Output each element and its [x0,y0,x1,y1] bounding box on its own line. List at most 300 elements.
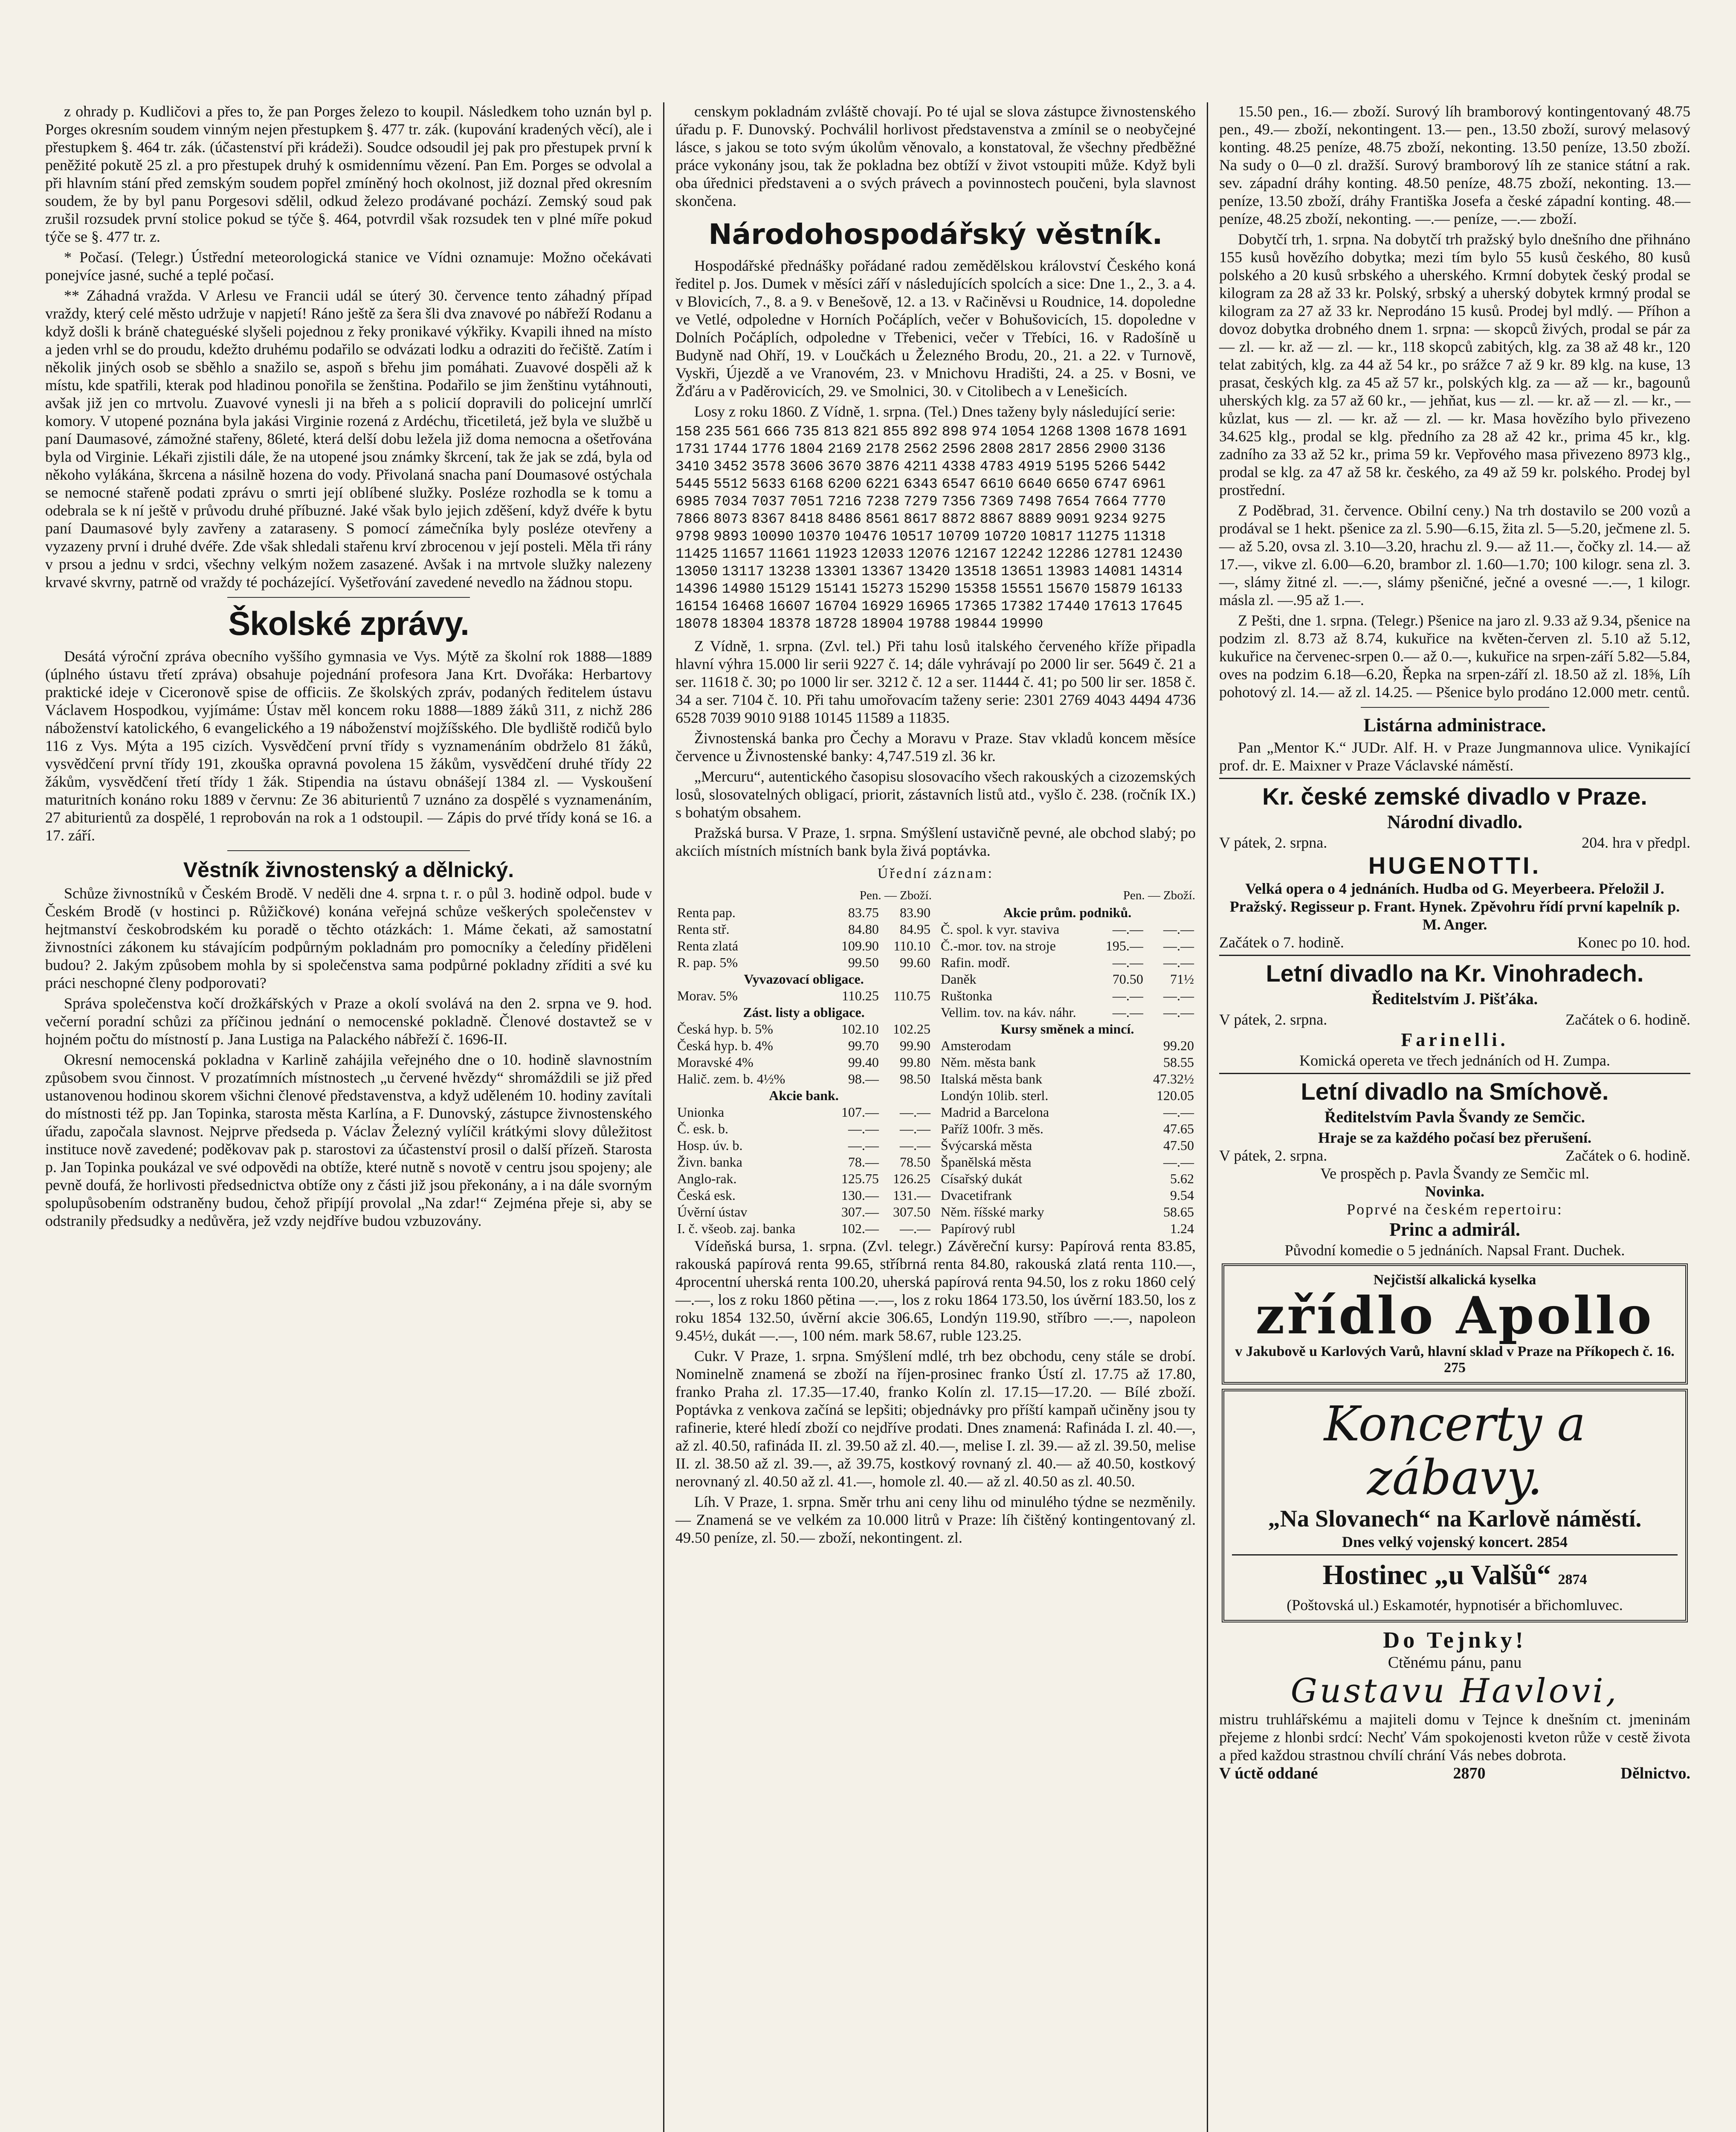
lottery-number: 561 [734,424,760,440]
quote-row [939,1054,1196,1071]
quote-value: 109.90 [841,938,879,953]
quote-section: Zást. listy a obligace. [743,1005,865,1020]
lottery-number: 4919 [1017,459,1052,475]
quote-value: —.— [848,1121,879,1136]
lottery-number: 11661 [768,546,811,562]
theatre-end: Konec po 10. hod. [1577,934,1690,951]
quote-value: 47.65 [1163,1121,1194,1136]
lottery-number: 158 [675,424,701,440]
quote-name: Česká hyp. b. 5% [677,1021,773,1037]
lottery-number: 15879 [1094,581,1136,597]
lottery-number: 7498 [1017,494,1052,510]
quote-value [1098,1121,1145,1137]
lottery-number: 13420 [908,564,951,579]
theatre-title: Letní divadlo na Smíchově. [1301,1078,1609,1105]
lottery-number: 1308 [1077,424,1111,440]
quote-row [939,971,1196,988]
lottery-number: 18378 [768,616,811,632]
lottery-number: 1744 [713,441,748,457]
lottery-number: 2856 [1056,441,1090,457]
lottery-number: 17645 [1140,599,1183,614]
theatre-start: Začátek o 6. hodině. [1565,1011,1690,1028]
lottery-number: 10709 [937,529,980,545]
theatre-date: V pátek, 2. srpna. [1219,834,1327,851]
quote-row [675,1137,932,1154]
quote-row [675,1170,932,1187]
lottery-number: 15358 [954,581,997,597]
lottery-number: 8561 [866,511,900,527]
theatre-subtitle: Národní divadlo. [1387,811,1523,832]
quote-name: Morav. 5% [677,988,738,1003]
lottery-number: 11275 [1077,529,1119,545]
lottery-number: 17440 [1047,599,1090,614]
quote-row [939,1204,1196,1220]
quote-value: 99.90 [900,1038,930,1053]
greet-sign-right: Dělnictvo. [1620,1764,1690,1782]
lottery-number: 6168 [789,476,823,492]
theatre-desc: Komická opereta ve třech jednáních od H. Zumpa. [1299,1052,1610,1069]
lottery-number: 1776 [751,441,785,457]
quote-value [1098,1104,1145,1121]
quote-row [675,1021,932,1037]
quote-name: Španělská města [941,1154,1032,1170]
lottery-number: 13367 [861,564,904,579]
lottery-number: 8367 [751,511,785,527]
quote-value: 131.— [893,1188,930,1203]
quote-name: Švýcarská města [941,1138,1032,1153]
quote-value: 102.25 [893,1021,930,1037]
quote-name: Renta stř. [677,921,730,937]
article-porges: z ohrady p. Kudličovi a přes to, že pan Porges železo to koupil. Následkem toho uznán byl p. Porges okresním soudem vinným nejen přestupkem §. 477 tr. zák. (kupování kradených věcí), ale i přestupkem §. 464 tr. zák. (účastenství při krádeži). Soudce odsoudil jej pak pro přestupek první k peněžité pokutě 25 zl. a pro přestupek druhý k osmidennímu vězení. Pan Em. Porges se odvolal a při hlavním stání před zemským soudem popřel zmíněný hoch okolnost, již doznal před okresním soudem, že by byl panu Porgesovi sdělil, odkud železo prodávané pochází. Zemský soud pak zrušil rozsudek první stolice pokud se týče §. 464, potvrdil však rozsudek ten v plné míře pokud týče se §. 477 tr. z. [45,103,652,245]
article-mercur: „Mercuru“, autentického časopisu slosovacího všech rakouských a cizozemských losů, slosovatelných obligací, priorit, zástavních listů atd., vyšlo č. 238. (ročník IX.) s bohatým obsahem. [675,768,1196,821]
quote-row [939,1137,1196,1154]
quote-value: 99.20 [1163,1038,1194,1053]
theatre-play: Farinelli. [1401,1029,1509,1050]
quote-value: 99.80 [900,1054,930,1070]
quote-name: Halič. zem. b. 4½% [677,1071,785,1086]
theatre-subtitle: Ředitelstvím J. Pišťáka. [1371,990,1538,1008]
quote-row [939,921,1196,938]
quote-name: Unionka [677,1104,725,1120]
lottery-number: 892 [912,424,938,440]
lottery-number: 16154 [675,599,718,614]
quote-value: —.— [1163,1104,1194,1120]
lottery-number: 13050 [675,564,718,579]
lottery-number: 9234 [1094,511,1128,527]
heading-admin-mail: Listárna administrace. [1363,715,1546,736]
lottery-number: 666 [764,424,790,440]
quote-row [939,1021,1196,1037]
quote-value: 83.90 [900,905,930,920]
lottery-number: 15670 [1047,581,1090,597]
article-gymnasium-report: Desátá výroční zpráva obecního vyššího gymnasia ve Vys. Mýtě za školní rok 1888—1889 (úplného ústavu třetí zpráva) obsahuje pojednání profesora Jana Krt. Dvořáka: Herbartovy praktické ideje v Ciceronově spise de officiis. Ze školských zpráv, podaných ředitelem ústavu Václavem Hospodkou, vyjímáme: Ústav měl koncem roku 1888—1889 žáků 311, z nichž 286 náboženství katolického, 6 evangelického a 19 náboženství mojžíšského. Dle bydliště rodičů bylo 116 z Vys. Mýta a 195 cizích. Vysvědčení první třídy s vyznamenáním obdrželo 81 žáků, vysvědčení první třídy 191, zkouška opravná povolena 15 žákům, vysvědčení druhé třídy 22 žákům, vysvědčení třetí třídy 1 žák. Stipendia na ústavu obnášejí 1384 zl. — Vyskoušení maturitních konáno roku 1889 v červnu: Ze 36 abiturientů 7 uznáno za dospělé s vyznamenáním, 27 abiturientů za dospělé, 1 reprobován na rok a 1 odstoupil. — Zápis do prvé třídy koná se 16. a 17. září. [45,648,652,844]
lottery-number: 1054 [1001,424,1035,440]
quote-value: —.— [1112,921,1143,937]
column-right [1207,102,1701,2132]
lottery-number: 17613 [1094,599,1136,614]
ad-inn-line: (Poštovská ul.) Eskamotér, hypnotisér a břichomluvec. [1287,1596,1623,1613]
lottery-number: 235 [705,424,730,440]
quote-row [939,938,1196,954]
quote-value: 84.80 [848,921,879,937]
lottery-number: 14980 [722,581,765,597]
quote-value: —.— [900,1221,930,1236]
quote-value: —.— [1163,955,1194,970]
divider [1219,1073,1690,1074]
quote-row [939,954,1196,971]
quote-value: 99.60 [900,955,930,970]
lottery-number: 1804 [789,441,823,457]
quote-row [939,1004,1196,1021]
lottery-number: 6221 [866,476,900,492]
quote-value: —.— [848,1138,879,1153]
quote-value [1098,1054,1145,1071]
lottery-number: 12430 [1140,546,1183,562]
quote-value: 307.— [841,1204,879,1220]
quote-value: 102.— [841,1221,879,1236]
quote-name: Něm. říšské marky [941,1204,1044,1220]
heading-trade-bulletin: Věstník živnostenský a dělnický. [183,858,514,882]
quote-value [1098,1187,1145,1204]
quote-row [675,1054,932,1071]
article-podebrady: Z Poděbrad, 31. července. Obilní ceny.) Na trh dostavilo se 200 vozů a prodával se 1 hekt. pšenice za zl. 5.90—6.15, žita zl. 5—5.20, ječmene zl. 5.— až 5.20, ovsa zl. 3.10—3.20, hrachu zl. 9.— až 11.—, čočky zl. 14.— až 17.—, vikve zl. 6.00—6.20, brambor zl. 1.60—1.70; 100 kilogr. sena zl. 3.—, slámy žitné zl. —.—, slámy pšeničné, ječné a ovesné —.—, 1 kilogr. másla zl. —.95 až 1.—. [1219,502,1690,608]
lottery-number: 5633 [751,476,785,492]
lottery-number: 4338 [942,459,976,475]
ad-tagline: Nejčistší alkalická kyselka [1373,1272,1536,1288]
lottery-number: 8867 [980,511,1014,527]
lottery-number: 11425 [675,546,718,562]
lottery-number: 12033 [861,546,904,562]
quotes-head: Pen. — Zboží. [1123,889,1195,902]
lottery-number: 16965 [908,599,951,614]
quote-name: Anglo-rak. [677,1171,737,1186]
quote-value: 78.— [848,1154,879,1170]
lottery-number: 18304 [722,616,765,632]
ad-line: Dnes velký vojenský koncert. [1342,1533,1533,1550]
lottery-number: 9091 [1056,511,1090,527]
quote-value: 110.25 [842,988,879,1003]
lottery-number: 5445 [675,476,710,492]
lottery-number: 7866 [675,511,710,527]
quote-name: Č.-mor. tov. na stroje [941,938,1056,953]
lottery-number: 18078 [675,616,718,632]
quote-name: I. č. všeob. zaj. banka [677,1221,796,1236]
article-vienna-exchange: Vídeňská bursa, 1. srpna. (Zvl. telegr.) Závěreční kursy: Papírová renta 83.85, rakouská papírová renta 99.65, stříbrná renta 84.80, rakouská zlatá renta 110.—, 4procentní uherská renta 100.20, uherská papírová renta 94.50, los z roku 1860 celý —.—, los z roku 1860 pětina —.—, los z roku 1864 173.50, los úvěrní 183.50, los z roku 1854 132.50, úvěrní akcie 306.65, Londýn 119.90, stříbro —.—, napoleon 9.45½, dukát —.—, 100 ném. mark 58.67, ruble 123.25. [675,1237,1196,1344]
lottery-number: 5442 [1132,459,1166,475]
quote-name: R. pap. 5% [677,955,738,970]
lottery-number: 12167 [954,546,997,562]
quote-name: Ruštonka [941,988,992,1003]
lottery-number: 9893 [713,529,748,545]
lottery-number: 14314 [1140,564,1183,579]
ad-apollo-spring [1222,1263,1688,1385]
lottery-number: 8486 [827,511,862,527]
lottery-number: 10476 [844,529,887,545]
lottery-number: 4783 [980,459,1014,475]
lottery-number: 813 [823,424,849,440]
quote-value: —.— [900,1138,930,1153]
divider [1219,778,1690,779]
quote-name: Amsterodam [941,1038,1011,1053]
theatre-start: Začátek o 7. hodině. [1219,934,1344,951]
lottery-number: 7034 [713,494,748,510]
quote-value: 84.95 [900,921,930,937]
quote-row [939,1220,1196,1237]
greet-text: mistru truhlářskému a majiteli domu v Tejnce k dnešním ct. jmeninám přejeme z hlonbi srdcí: Nechť Vám spokojenosti kveton růže v cestě života a před každou strastnou chvílí chrání Vás nebes dobrota. [1219,1711,1690,1764]
lottery-number: 3876 [866,459,900,475]
name-day-greeting [1219,1627,1690,1783]
quote-row [675,1187,932,1204]
lottery-number: 3136 [1132,441,1166,457]
quote-value: 120.05 [1156,1088,1194,1103]
ad-address: v Jakubově u Karlových Varů, hlavní sklad v Praze na Příkopech č. 16. [1235,1344,1675,1359]
lottery-number: 6640 [1017,476,1052,492]
quote-name: Paříž 100fr. 3 měs. [941,1121,1043,1136]
theatre-title: Letní divadlo na Kr. Vinohradech. [1266,960,1644,987]
lottery-number: 12242 [1001,546,1043,562]
quote-row [675,1121,932,1137]
greet-sign-left: V úctě oddané [1219,1764,1318,1782]
quote-value [1098,1087,1145,1104]
quotes-right [939,887,1196,1237]
lottery-number: 18904 [861,616,904,632]
ad-concerts [1222,1389,1688,1622]
quote-row [939,1104,1196,1121]
quotes-title: Úřední záznam: [877,866,994,881]
quote-name: Č. esk. b. [677,1121,728,1136]
theatre-date: V pátek, 2. srpna. [1219,1011,1327,1028]
article-spirits: Líh. V Praze, 1. srpna. Směr trhu ani ceny lihu od minulého týdne se nezměnily. — Znamená se ve velkém za 10.000 litrů v Praze: líh čištěný kontingentovaný zl. 49.50 peníze, zl. 50.— zboží, nekontingent. zl. [675,1493,1196,1546]
article-coachmen: Správa společenstva kočí drožkářských v Praze a okolí svolává na den 2. srpna ve 9. hod. večerní poradní schůzi za příčinou jednání o nemocenské pokladně. Členové dostavtež se v hojném počtu do místností p. Jana Lustiga na Palackého nábřeží č. 1696-II. [45,995,652,1048]
quote-row [675,988,932,1004]
quote-name: Italská města bank [941,1071,1043,1086]
quote-row [675,1004,932,1021]
quote-value [1098,1071,1145,1087]
article-karlin-fund: Okresní nemocenská pokladna v Karlině zahájila veřejného dne o 10. hodině slavnostním způsobem svou činnost. V prozatímních místnostech „u červené hvězdy“ shromáždili se již před ustanovenou hodinou skorem všichni členové představenstva, a když uděleném 10. hodiny zavítali do místnosti též pp. Jan Topinka, starosta města Karlína, a F. Dunovský, zástupce živnostenského úřadu, započala slavnost. Nejprve předseda p. Václav Železný vylíčil krátkými slovy důležitost instituce nově zavedené; poděkovav pak p. starostovi za účastenství prosil o další přízeň. Starosta p. Jan Topinka poukázal ve své odpovědi na obtíže, které nutně s novotě v centru jsou spojeny; ale pevně doufá, že horlivosti předsednictva obtíže ony z části již jsou překonány, a i na dále svorným spolupůsobením odstraněny budou, čehož připíjí provolal „Na zdar!“ Zejména přeje si, aby se odstranily předsudky a nedůvěra, jež vzdy nejdříve budou vzbuzovány. [45,1051,652,1229]
quote-value: —.— [1163,938,1194,953]
quote-value [1098,1204,1145,1220]
quote-row [939,904,1196,921]
lottery-number: 8872 [942,511,976,527]
quote-value: 307.50 [893,1204,930,1220]
quote-name: Něm. města bank [941,1054,1036,1070]
lottery-number: 7051 [789,494,823,510]
quote-value: 58.65 [1163,1204,1194,1220]
quote-value: 110.75 [893,988,930,1003]
quote-name: Úvěrní ústav [677,1204,748,1220]
quote-name: Londýn 10lib. sterl. [941,1088,1049,1103]
quote-value: 195.— [1105,938,1143,953]
lottery-number: 7216 [827,494,862,510]
divider [227,597,470,598]
lottery-number: 1678 [1115,424,1149,440]
quote-row [675,904,932,921]
quote-row [675,1087,932,1104]
lottery-number: 3410 [675,459,710,475]
quote-name: Česká esk. [677,1188,736,1203]
article-dunovsky: censkym pokladnám zvláště chovají. Po té ujal se slova zástupce živnostenského úřadu p. F. Dunovský. Pochválil horlivost představenstva a zmínil se o neobyčejné lásce, s jakou se toto svým úkolům věnovalo, a konstatoval, že všechny předběžné práce vykonány jsou, tak že pokladna bez obtíží v život vstoupiti může. Když byli oba úřednici představeni a o svých právech a povinnostech poučeni, byla slavnost skončena. [675,103,1196,209]
divider [1219,955,1690,956]
quote-name: Madrid a Barcelona [941,1104,1049,1120]
quote-row [939,1154,1196,1170]
theatre-desc: Velká opera o 4 jednáních. Hudba od G. Meyerbeera. Přeložil J. Pražský. Regisseur p. Frant. Hynek. Zpěvohru řídí první kapelník p. M. Anger. [1229,880,1680,933]
lottery-number: 6610 [980,476,1014,492]
theatre-title: Kr. české zemské divadlo v Praze. [1262,783,1647,810]
quote-row [675,954,932,971]
quote-name: Č. spol. k vyr. staviva [941,921,1060,937]
theatre-start: Začátek o 6. hodině. [1565,1147,1690,1164]
column-middle [663,102,1207,2132]
column-left [34,102,663,2132]
quote-row [675,1104,932,1121]
quote-row [939,988,1196,1004]
lottery-number: 5266 [1094,459,1128,475]
quote-value: —.— [1163,1154,1194,1170]
quote-section: Akcie bank. [769,1088,839,1103]
article-admin-mail: Pan „Mentor K.“ JUDr. Alf. H. v Praze Jungmannova ulice. Vynikající prof. dr. E. Maixner v Praze Václavské náměstí. [1219,739,1690,774]
quote-row [675,971,932,988]
lottery-number: 6747 [1094,476,1128,492]
quote-name: Hosp. úv. b. [677,1138,743,1153]
lottery-number: 5512 [713,476,748,492]
lottery-number: 16704 [815,599,858,614]
ad-number: 275 [1444,1360,1466,1376]
quotes-left [675,887,932,1237]
quotes-head: Pen. — Zboží. [859,889,932,902]
lottery-series-list [675,423,1196,633]
quote-value [1098,1037,1145,1054]
lottery-number: 6343 [904,476,938,492]
theatre-vinohrady [1219,959,1690,1069]
quote-name: Česká hyp. b. 4% [677,1038,773,1053]
heading-economy: Národohospodářský věstník. [708,218,1163,251]
lottery-number: 13983 [1047,564,1090,579]
quote-value: 83.75 [848,905,879,920]
article-sugar: Cukr. V Praze, 1. srpna. Smýšlení mdlé, trh bez obchodu, ceny stále se drobí. Nominelně znamená se zboží na říjen-prosinec franko Ústí zl. 17.75 až 17.80, franko Praha zl. 17.35—17.40, franko Kolín zl. 17.15—17.20. — Bílé zboží. Poptávka z venkova začíná se lepšiti; objednávky pro příští kampaň učiněny jsou ty rafinerie, které hledí zboží co nejdříve prodati. Dnes znamená: Rafináda I. zl. 40.—, až zl. 40.50, rafináda II. zl. 39.50 až zl. 40.—, melise I. zl. 39.— až zl. 39.50, melise II. zl. 38.50 až zl. 39.—, až 39.75, kostkový rovnaný zl. 40.— až 40.50, kostkový nerovnaný zl. 40.50 až zl. 41.—, homole zl. 40.— až zl. 40.50 as zl. 40.50. [675,1347,1196,1490]
quote-row [675,1071,932,1087]
theatre-benefit: Ve prospěch p. Pavla Švandy ze Semčic ml. [1320,1165,1589,1182]
lottery-number: 2178 [866,441,900,457]
quote-name: Papírový rubl [941,1221,1016,1236]
quote-value: 102.10 [841,1021,879,1037]
greet-number: 2870 [1453,1764,1486,1782]
lottery-number: 12076 [908,546,951,562]
lottery-number: 10370 [798,529,840,545]
theatre-rep: Poprvé na českém repertoiru: [1347,1201,1563,1218]
quote-value [1098,1170,1145,1187]
ad-number: 2854 [1537,1533,1568,1550]
quote-value: —.— [1163,921,1194,937]
lottery-number: 10517 [891,529,933,545]
lottery-number: 1268 [1039,424,1073,440]
quote-section: Vyvazovací obligace. [744,971,864,987]
lottery-number: 7654 [1056,494,1090,510]
lottery-number: 4211 [904,459,938,475]
lottery-number: 13301 [815,564,858,579]
quote-value: —.— [1163,1005,1194,1020]
article-lottery-intro: Losy z roku 1860. Z Vídně, 1. srpna. (Tel.) Dnes taženy byly následující serie: [694,403,1176,420]
lottery-number: 15141 [815,581,858,597]
lottery-number: 8889 [1017,511,1052,527]
lottery-number: 8073 [713,511,748,527]
lottery-number: 1731 [675,441,710,457]
greet-place: Do Tejnky! [1383,1627,1527,1653]
greet-salutation: Ctěnému pánu, panu [1388,1654,1522,1671]
lottery-number: 13238 [768,564,811,579]
quote-value: —.— [900,1121,930,1136]
quote-row [675,921,932,938]
lottery-number: 16929 [861,599,904,614]
quote-value [1098,1154,1145,1170]
lottery-number: 1691 [1153,424,1187,440]
quote-value: 47.50 [1163,1138,1194,1153]
quote-value: 126.25 [893,1171,930,1186]
quote-row [939,1071,1196,1087]
lottery-number: 12286 [1047,546,1090,562]
quote-value: 130.— [841,1188,879,1203]
quote-value: 99.40 [848,1054,879,1070]
lottery-number: 821 [853,424,878,440]
lottery-number: 6200 [827,476,862,492]
quote-value: 70.50 [1112,971,1143,987]
lottery-number: 15551 [1001,581,1043,597]
quote-section: Kursy směnek a mincí. [1000,1021,1134,1037]
quote-value: 125.75 [841,1171,879,1186]
quote-row [939,1187,1196,1204]
quote-section: Akcie prům. podniků. [1003,905,1132,920]
lottery-number: 2169 [827,441,862,457]
theatre-subtitle: Ředitelstvím Pavla Švandy ze Semčic. [1324,1108,1585,1126]
quote-name: Rafin. modř. [941,955,1010,970]
quotes-table [675,887,1196,1237]
lottery-number: 16607 [768,599,811,614]
quote-value: —.— [900,1104,930,1120]
lottery-number: 10817 [1030,529,1073,545]
theatre-play: HUGENOTTI. [1368,852,1542,879]
quote-value: 99.50 [848,955,879,970]
lottery-number: 16133 [1140,581,1183,597]
lottery-number: 10720 [984,529,1026,545]
lottery-number: 9798 [675,529,710,545]
quote-name: Renta pap. [677,905,736,920]
lottery-number: 6985 [675,494,710,510]
article-spirits-cont: 15.50 pen., 16.— zboží. Surový líh bramborový kontingentovaný 48.75 pen., 49.— zboží, nekontingent. 13.— pen., 13.50 zboží, surový melasový konting. 48.25 peníze, 48.75 zboží, nekonting. 13.50 peníze, 13.50 zboží. Na sudy o 0—0 zl. dražší. Surový bramborový líh ze stanice státní a rak. sev. západní dráhy konting. 48.50 peníze, 48.75 zboží, nekonting. 13.— peníze, 13.50 zboží, dráhy Františka Josefa a české západní konting. 48.— peníze, 48.25 zboží, nekonting. —.— peníze, —.— zboží. [1219,103,1690,227]
theatre-smichov [1219,1078,1690,1259]
ad-title: Koncerty a zábavy. [1324,1396,1586,1506]
quote-row [939,1121,1196,1137]
lottery-number: 10090 [751,529,794,545]
quote-name: Vellim. tov. na káv. náhr. [941,1005,1076,1020]
ad-brand: zřídlo Apollo [1255,1286,1654,1346]
lottery-number: 2808 [980,441,1014,457]
lottery-number: 19990 [1001,616,1043,632]
theatre-note: Hraje se za každého počasí bez přerušení. [1318,1129,1591,1146]
quote-row [939,1170,1196,1187]
quote-row [675,1204,932,1220]
lottery-number: 8617 [904,511,938,527]
lottery-number: 7356 [942,494,976,510]
article-zivno-bank: Živnostenská banka pro Čechy a Moravu v Praze. Stav vkladů koncem měsíce července u Živnostenské banky: 4,747.519 zl. 36 kr. [675,730,1196,765]
greet-name: Gustavu Havlovi, [1290,1672,1619,1710]
theatre-desc: Původní komedie o 5 jednáních. Napsal Frant. Duchek. [1284,1242,1625,1259]
quote-value: 98.50 [900,1071,930,1086]
article-weather: * Počasí. (Telegr.) Ústřední meteorologická stanice ve Vídni oznamuje: Možno očekávati ponejvíce jasné, suché a teplé počasí. [45,249,652,284]
lottery-number: 15273 [861,581,904,597]
quote-value: 71½ [1170,971,1194,987]
lottery-number: 898 [942,424,968,440]
quote-name: Živn. banka [677,1154,742,1170]
quote-value: 98.— [848,1071,879,1086]
